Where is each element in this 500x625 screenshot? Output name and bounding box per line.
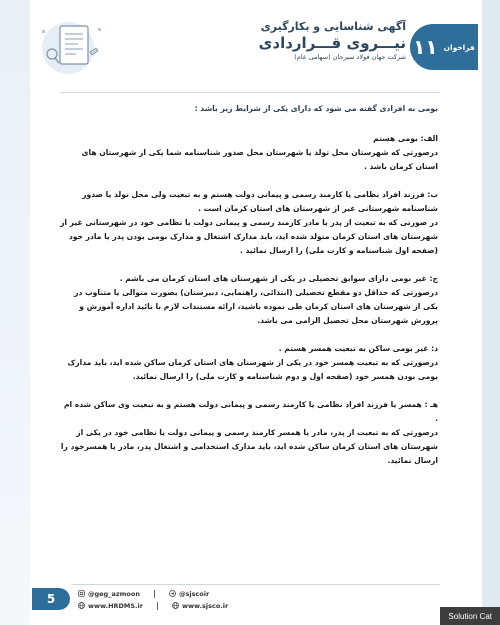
section-heading: الف: بومی هستم — [373, 134, 438, 143]
globe-icon — [172, 602, 179, 609]
document-illustration-icon — [38, 18, 108, 76]
instagram-link[interactable] — [78, 590, 140, 598]
website2-text: www.sjsco.ir — [181, 601, 229, 610]
telegram-handle: @sjscoir — [178, 589, 210, 598]
title-line2: نیـــروی قـــراردادی — [258, 34, 406, 52]
section-heading: د: غیر بومی ساکن به تبعیت همسر هستم . — [278, 344, 438, 353]
website1-text: www.HRDMS.ir — [88, 601, 143, 610]
footer-social-row — [78, 588, 209, 599]
page-number: 5 — [32, 588, 70, 610]
instagram-icon — [78, 590, 85, 597]
section-body: درصورتی که به تبعیت همسر خود در یکی از شهرستان های استان کرمان ساکن شده اید، باید مدارک بومی بودن همسر خود (صفحه اول و دوم شناسنامه و کارت ملی) را ارسال نمائید. — [67, 358, 438, 381]
badge-number: ۱۱ — [413, 35, 438, 59]
watermark: Solution Cat — [440, 607, 500, 625]
section-be — [60, 188, 438, 258]
telegram-link[interactable] — [169, 590, 209, 598]
section-body: درصورتی که شهرستان محل تولد یا شهرستان محل صدور شناسنامه شما یکی از شهرستان های استان کرمان باشد . — [81, 148, 438, 171]
main-content — [60, 102, 438, 482]
header-divider — [60, 92, 440, 93]
left-decor-stripe — [0, 0, 30, 625]
section-dal — [60, 342, 438, 384]
badge-label: فراخوان — [443, 42, 475, 52]
telegram-icon — [169, 590, 176, 597]
section-heading: هـ : همسر یا فرزند افراد نظامی یا کارمند رسمی و پیمانی دولت هستم و به تبعیت وی ساکن شده ام . — [63, 400, 438, 423]
intro-text: بومی به افرادی گفته می شود که دارای یکی از شرایط زیر باشد : — [194, 104, 438, 113]
section-heading: ب: فرزند افراد نظامی یا کارمند رسمی و پیمانی دولت هستم و به تبعیت ولی محل تولد یا صدور شناسنامه شهرستانی غیر از شهرستان های استان کرمان است . — [82, 190, 438, 213]
section-body: درصورتی که به تبعیت از پدر، مادر یا همسر کارمند رسمی و پیمانی دولت یا نظامی خود در یکی از شهرستان های استان کرمان ساکن شده اید، باید مدارک استخدامی و اشتغال پدر، مادر یا همسرخود را ارسال نمائید. — [60, 428, 438, 465]
section-body: در صورتی که به تبعیت از پدر یا مادر کارمند رسمی و پیمانی دولت یا نظامی خود در شهرستانی غیر از شهرستان های استان کرمان متولد شده اید، باید مدارک اشتغال و مدارک بومی بودن پدر یا مادر خود (صفحه اول شناسنامه و کارت ملی) را ارسال نمائید . — [60, 218, 438, 255]
website-link-hrdms[interactable] — [78, 602, 143, 610]
title-line1: آگهی شناسایی و بکارگیری — [260, 20, 406, 33]
section-jim — [60, 272, 438, 328]
announcement-badge — [410, 24, 478, 70]
instagram-handle: @geg_azmoon — [88, 589, 140, 598]
header — [0, 0, 500, 90]
section-he — [60, 398, 438, 468]
footer-web-row — [78, 600, 228, 611]
section-alef — [60, 132, 438, 174]
footer-separator — [154, 590, 155, 598]
globe-icon — [78, 602, 85, 609]
section-body: درصورتی که حداقل دو مقطع تحصیلی (ابتدائی، راهنمایی، دبیرستان) بصورت متوالی یا متناوب در یکی از شهرستان های استان کرمان طی نموده باشید، ارائه مستندات لازم با تائید اداره آموزش و پرورش شهرستان محل تحصیل الزامی می باشد. — [74, 288, 438, 325]
section-heading: ج: غیر بومی دارای سوابق تحصیلی در یکی از شهرستان های استان کرمان می باشم . — [119, 274, 438, 283]
footer-divider — [72, 584, 440, 585]
announcement-title — [206, 20, 406, 62]
website-link-sjsco[interactable] — [172, 602, 228, 610]
footer-separator — [157, 602, 158, 610]
right-decor-stripe — [482, 0, 500, 625]
company-name: شرکت جهان فولاد سیرجان (سهامی عام) — [294, 53, 406, 61]
